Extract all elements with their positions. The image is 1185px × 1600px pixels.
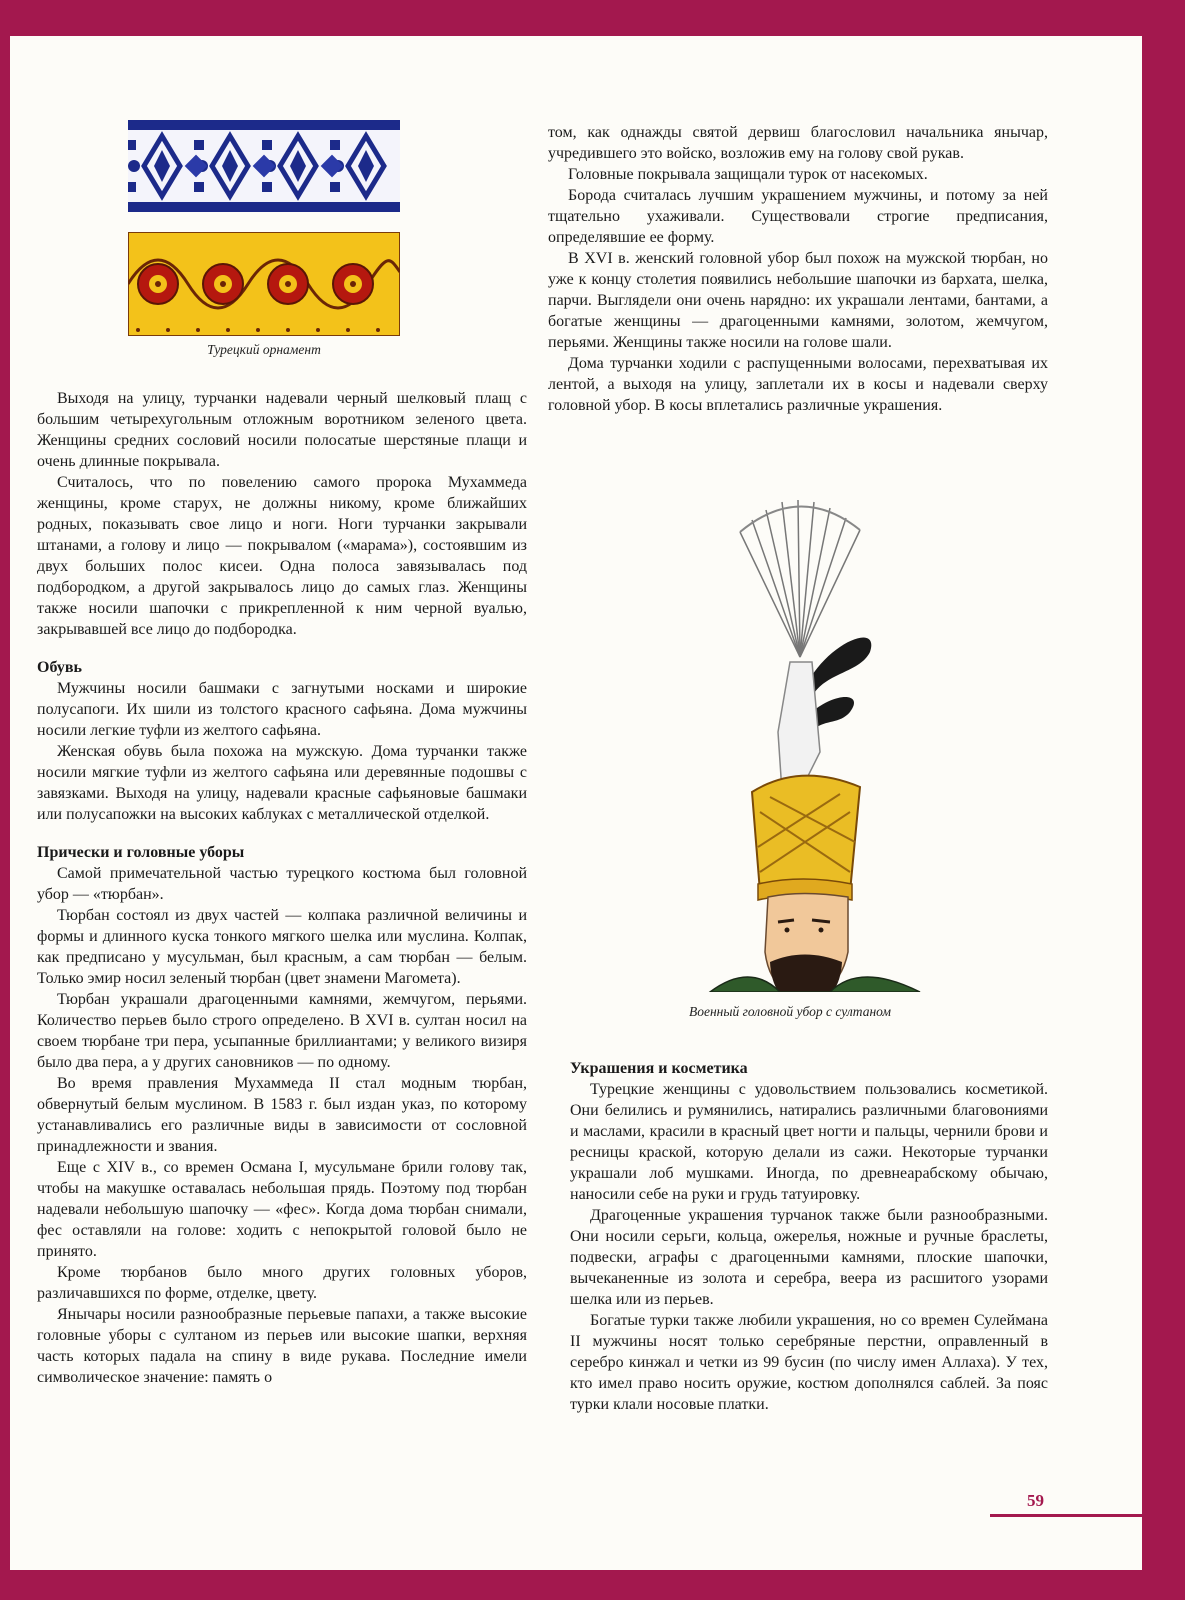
paragraph: Во время правления Мухаммеда II стал модным тюрбан, обвернутый белым муслином. В 1583 г. был издан указ, по которому устанавливались его различные виды в зависимости от сословной принадлежности и звания.	[37, 1075, 527, 1155]
paragraph: том, как однажды святой дервиш благословил начальника янычар, учредившего это войско, возложив ему на голову свой рукав.	[548, 124, 1048, 162]
yellow-ornament-image	[128, 232, 400, 336]
paragraph: Самой примечательной частью турецкого костюма был головной убор — «тюрбан».	[37, 865, 527, 903]
paragraph: Драгоценные украшения турчанок также были разнообразными. Они носили серьги, кольца, ожерелья, ножные и ручные браслеты, подвески, аграфы с драгоценными камнями, плоские шапочки, вычеканенные из золота и серебра, веера из расшитого узорами шелка или из перьев.	[570, 1207, 1048, 1308]
headdress-caption: Военный головной убор с султаном	[688, 1004, 892, 1019]
paragraph: Женская обувь была похожа на мужскую. Дома турчанки также носили мягкие туфли из желтого сафьяна или деревянные подошвы с завязками. Выходя на улицу, надевали красные сафьяновые башмаки или полусапожки на высоких каблуках с металлической отделкой.	[37, 743, 527, 823]
right-text-column-bottom	[570, 1058, 1048, 1415]
page-number: 59	[1027, 1491, 1044, 1510]
paragraph: Еще с XIV в., со времен Османа I, мусульмане брили голову так, чтобы на макушке оставалась небольшая прядь. Поэтому под тюрбан надевали небольшую шапочку — «фес». Когда дома тюрбан снимали, фес оставляли на голове: ходить с непокрытой головой было не принято.	[37, 1159, 527, 1260]
paragraph: Головные покрывала защищали турок от насекомых.	[568, 166, 928, 183]
blue-ornament-image	[128, 120, 400, 212]
paragraph: Янычары носили разнообразные перьевые папахи, а также высокие головные уборы с султаном из перьев или высокие шапки, верхняя часть которых падала на спину в виде рукава. Последние имели символическое значение: память о	[37, 1306, 527, 1386]
paragraph: Кроме тюрбанов было много других головных уборов, различавшихся по форме, отделке, цвету.	[37, 1264, 527, 1302]
paragraph: Богатые турки также любили украшения, но со времен Сулеймана II мужчины носят только серебряные перстни, оправленный в серебро кинжал и четки из 99 бусин (по числу имен Аллаха). У тех, кто имел право носить оружие, костюм дополнялся саблей. За пояс турки клали носовые платки.	[570, 1312, 1048, 1413]
right-text-column-top	[548, 122, 1048, 416]
paragraph: Тюрбан украшали драгоценными камнями, жемчугом, перьями. Количество перьев было строго определено. В XVI в. султан носил на своем тюрбане три пера, усыпанные бриллиантами; у великого визиря было два пера, а у других сановников — по одному.	[37, 991, 527, 1071]
paragraph: Турецкие женщины с удовольствием пользовались косметикой. Они белились и румянились, натирались различными благовониями и маслами, красили в красный цвет ногти и пальцы, чернили брови и ресницы краской, которую делали из сажи. Некоторые турчанки украшали лоб мушками. Иногда, по древнеарабскому обычаю, наносили себе на руки и грудь татуировку.	[570, 1081, 1048, 1203]
paragraph: Тюрбан состоял из двух частей — колпака различной величины и формы и длинного куска тонкого мягкого шелка или муслина. Колпак, как предписано у мусульман, был красным, а сам тюрбан — белым. Только эмир носил зеленый тюрбан (цвет знамени Магомета).	[37, 907, 527, 987]
section-heading-hair: Прически и головные уборы	[37, 844, 245, 861]
section-heading-jewelry: Украшения и косметика	[570, 1060, 748, 1077]
paragraph: В XVI в. женский головной убор был похож на мужской тюрбан, но уже к концу столетия появились небольшие шапочки из бархата, шелка, парчи. Выглядели они очень нарядно: их украшали лентами, бантами, а богатые женщины — драгоценными камнями, золотом, жемчугом, перьями. Женщины также носили на голове шали.	[548, 250, 1048, 351]
paragraph: Дома турчанки ходили с распущенными волосами, перехватывая их лентой, а выходя на улицу, заплетали их в косы и надевали сверху головной убор. В косы вплетались различные украшения.	[548, 355, 1048, 414]
section-heading-shoes: Обувь	[37, 659, 82, 676]
paragraph: Борода считалась лучшим украшением мужчины, и потому за ней тщательно ухаживали. Существовали строгие предписания, определявшие ее форму.	[548, 187, 1048, 246]
page-number-rule	[990, 1514, 1145, 1517]
paragraph: Мужчины носили башмаки с загнутыми носками и широкие полусапоги. Их шили из толстого красного сафьяна. Дома мужчины носили легкие туфли из желтого сафьяна.	[37, 680, 527, 739]
janissary-headdress-image	[690, 492, 940, 992]
book-page	[10, 36, 1142, 1570]
paragraph: Выходя на улицу, турчанки надевали черный шелковый плащ с большим четырехугольным отложным воротником зеленого цвета. Женщины средних сословий носили полосатые шерстяные плащи и очень длинные покрывала.	[37, 390, 527, 470]
paragraph: Считалось, что по повелению самого пророка Мухаммеда женщины, кроме старух, не должны никому, кроме ближайших родных, показывать свое лицо и ноги. Ноги турчанки закрывали штанами, а голову и лицо — покрывалом («марама»), состоявшим из двух больших полос кисеи. Одна полоса завязывалась под подбородком, а другой закрывалось лицо до самых глаз. Женщины также носили шапочки с прикрепленной к ним черной вуалью, закрывавшей все лицо до подбородка.	[37, 474, 527, 638]
ornament-caption: Турецкий орнамент	[207, 342, 321, 357]
left-text-column	[37, 388, 527, 1388]
